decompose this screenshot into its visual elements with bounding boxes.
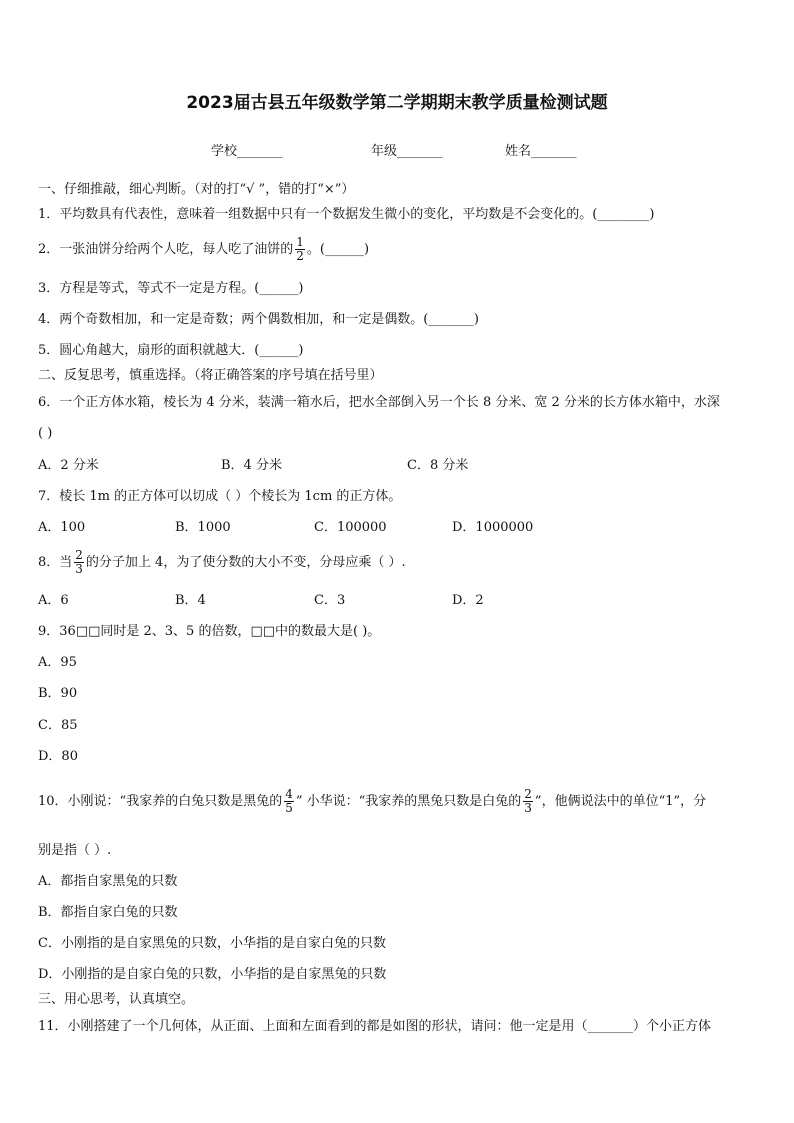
fraction-numerator: 2 bbox=[75, 548, 83, 562]
option-a: A．2 分米 bbox=[38, 458, 99, 473]
option-d: D．80 bbox=[38, 749, 78, 764]
section-1-heading: 一、仔细推敲，细心判断。（对的打“√ ”，错的打“×”） bbox=[38, 182, 355, 197]
question-11: 11．小刚搭建了一个几何体，从正面、上面和左面看到的都是如图的形状，请问：他一定是用（_______）个小正方体 bbox=[38, 1019, 712, 1034]
option-b: B．4 bbox=[175, 593, 206, 608]
section-3-heading: 三、用心思考，认真填空。 bbox=[38, 992, 195, 1007]
fraction-two-thirds bbox=[523, 788, 533, 815]
page-title: 2023届古县五年级数学第二学期期末教学质量检测试题 bbox=[186, 93, 608, 113]
question-8 bbox=[38, 549, 758, 576]
fraction-one-half bbox=[295, 236, 305, 263]
school-field: 学校_______ bbox=[211, 144, 283, 159]
question-6-blank: ( ) bbox=[38, 426, 53, 441]
question-5: 5．圆心角越大，扇形的面积就越大．(______) bbox=[38, 343, 304, 358]
section-2-heading: 二、反复思考，慎重选择。（将正确答案的序号填在括号里） bbox=[38, 368, 383, 383]
question-2-blank: 。(______) bbox=[306, 242, 370, 257]
question-10-text: 10．小刚说：“我家养的白兔只数是黑兔的 bbox=[38, 794, 283, 809]
fraction-numerator: 4 bbox=[285, 787, 293, 801]
fraction-denominator: 3 bbox=[75, 562, 83, 576]
option-d: D．小刚指的是自家白兔的只数，小华指的是自家黑兔的只数 bbox=[38, 967, 387, 982]
option-d: D．1000000 bbox=[452, 520, 534, 535]
question-10-text-end: ”，他俩说法中的单位“1”，分 bbox=[534, 794, 707, 809]
option-b: B．1000 bbox=[175, 520, 231, 535]
question-2 bbox=[38, 236, 758, 263]
fraction-numerator: 1 bbox=[296, 235, 304, 249]
question-8-text-rest: 的分子加上 4，为了使分数的大小不变，分母应乘（ ）. bbox=[85, 555, 406, 570]
option-b: B．都指自家白兔的只数 bbox=[38, 905, 178, 920]
option-c: C．3 bbox=[314, 593, 346, 608]
option-a: A．6 bbox=[38, 593, 69, 608]
fraction-numerator: 2 bbox=[524, 787, 532, 801]
fraction-denominator: 5 bbox=[285, 801, 293, 815]
option-b: B．90 bbox=[38, 686, 78, 701]
question-10-blank: 别是指（ ）. bbox=[38, 843, 112, 858]
question-6: 6．一个正方体水箱，棱长为 4 分米，装满一箱水后，把水全部倒入另一个长 8 分米、宽 2 分米的长方体水箱中，水深 bbox=[38, 395, 720, 410]
question-4: 4．两个奇数相加，和一定是奇数；两个偶数相加，和一定是偶数。(_______) bbox=[38, 312, 479, 327]
fraction-denominator: 2 bbox=[296, 249, 304, 263]
question-2-text: 2．一张油饼分给两个人吃，每人吃了油饼的 bbox=[38, 242, 294, 257]
option-c: C．85 bbox=[38, 718, 78, 733]
fraction-denominator: 3 bbox=[524, 801, 532, 815]
option-b: B．4 分米 bbox=[221, 458, 282, 473]
option-c: C．小刚指的是自家黑兔的只数，小华指的是自家白兔的只数 bbox=[38, 936, 386, 951]
option-c: C．100000 bbox=[314, 520, 387, 535]
question-10-text-mid: ” 小华说：“我家养的黑兔只数是白兔的 bbox=[295, 794, 522, 809]
option-a: A．100 bbox=[38, 520, 86, 535]
option-a: A．95 bbox=[38, 655, 77, 670]
option-a: A．都指自家黑兔的只数 bbox=[38, 874, 178, 889]
option-d: D．2 bbox=[452, 593, 484, 608]
grade-field: 年级_______ bbox=[371, 144, 443, 159]
fraction-four-fifths bbox=[284, 788, 294, 815]
question-8-text: 8．当 bbox=[38, 555, 73, 570]
question-3: 3．方程是等式，等式不一定是方程。(______) bbox=[38, 281, 304, 296]
question-9: 9．36□□同时是 2、3、5 的倍数，□□中的数最大是( )。 bbox=[38, 624, 381, 639]
name-field: 姓名_______ bbox=[505, 144, 577, 159]
fraction-two-thirds bbox=[74, 549, 84, 576]
option-c: C．8 分米 bbox=[407, 458, 469, 473]
question-7: 7．棱长 1m 的正方体可以切成（ ）个棱长为 1cm 的正方体。 bbox=[38, 489, 402, 504]
question-10 bbox=[38, 788, 758, 815]
question-1: 1．平均数具有代表性，意味着一组数据中只有一个数据发生微小的变化，平均数是不会变化的。(________) bbox=[38, 207, 655, 222]
